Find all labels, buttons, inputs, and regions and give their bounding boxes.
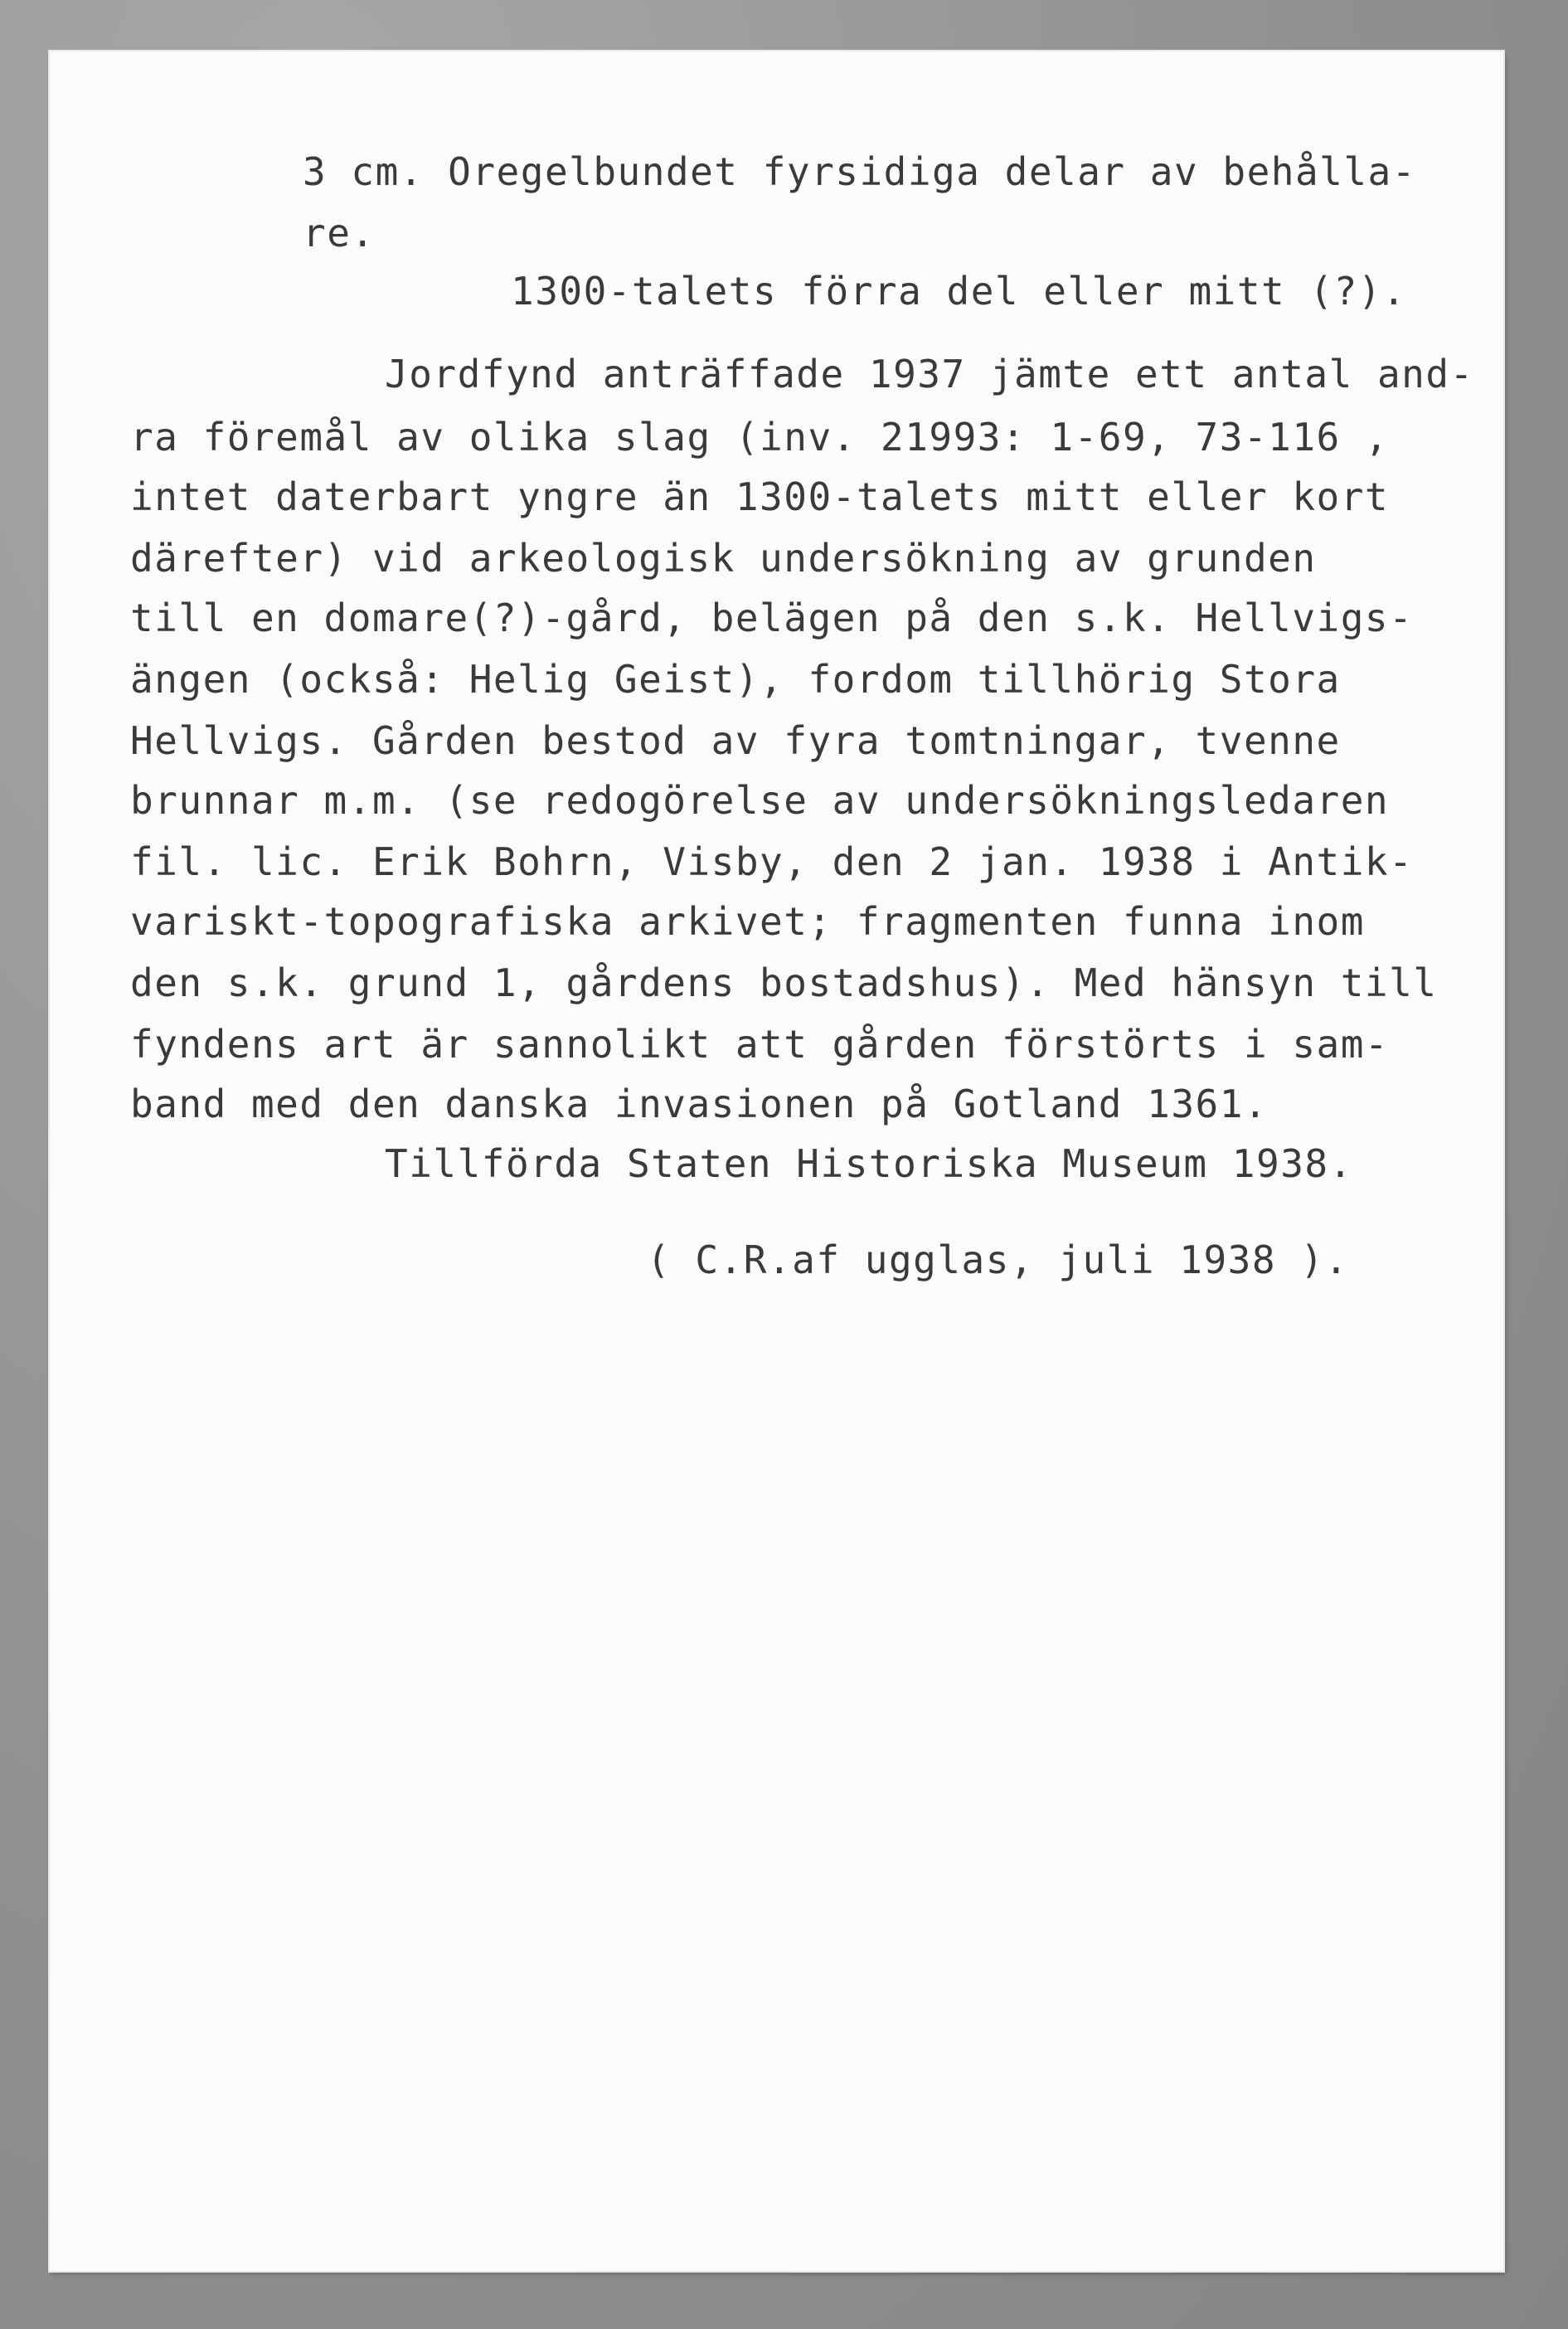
text-line: Tillförda Staten Historiska Museum 1938. [385, 1141, 1353, 1186]
text-line: band med den danska invasionen på Gotland 1361. [130, 1082, 1269, 1126]
text-line: till en domare(?)-gård, belägen på den s.k. Hellvigs- [130, 596, 1414, 640]
text-line: fyndens art är sannolikt att gården förstörts i sam- [130, 1022, 1390, 1067]
text-line: Hellvigs. Gården bestod av fyra tomtningar, tvenne [130, 718, 1341, 763]
text-line: ra föremål av olika slag (inv. 21993: 1-69, 73-116 , [130, 415, 1390, 459]
text-line: brunnar m.m. (se redogörelse av undersökningsledaren [130, 778, 1390, 823]
text-line: intet daterbart yngre än 1300-talets mitt eller kort [130, 474, 1390, 519]
text-line: fil. lic. Erik Bohrn, Visby, den 2 jan. 1938 i Antik- [130, 839, 1414, 884]
catalog-card [50, 51, 1503, 2271]
text-line: därefter) vid arkeologisk undersökning av grunden [130, 536, 1317, 581]
text-line: variskt-topografiska arkivet; fragmenten funna inom [130, 899, 1365, 944]
text-line: den s.k. grund 1, gårdens bostadshus). Med hänsyn till [130, 960, 1438, 1005]
text-line: 1300-talets förra del eller mitt (?). [511, 269, 1407, 314]
text-line: ängen (också: Helig Geist), fordom tillhörig Stora [130, 657, 1341, 702]
signature-line: ( C.R.af ugglas, juli 1938 ). [647, 1237, 1349, 1282]
text-line: 3 cm. Oregelbundet fyrsidiga delar av behålla- [303, 149, 1416, 194]
text-line: Jordfynd anträffade 1937 jämte ett antal and- [385, 352, 1474, 396]
text-line: re. [303, 211, 376, 255]
